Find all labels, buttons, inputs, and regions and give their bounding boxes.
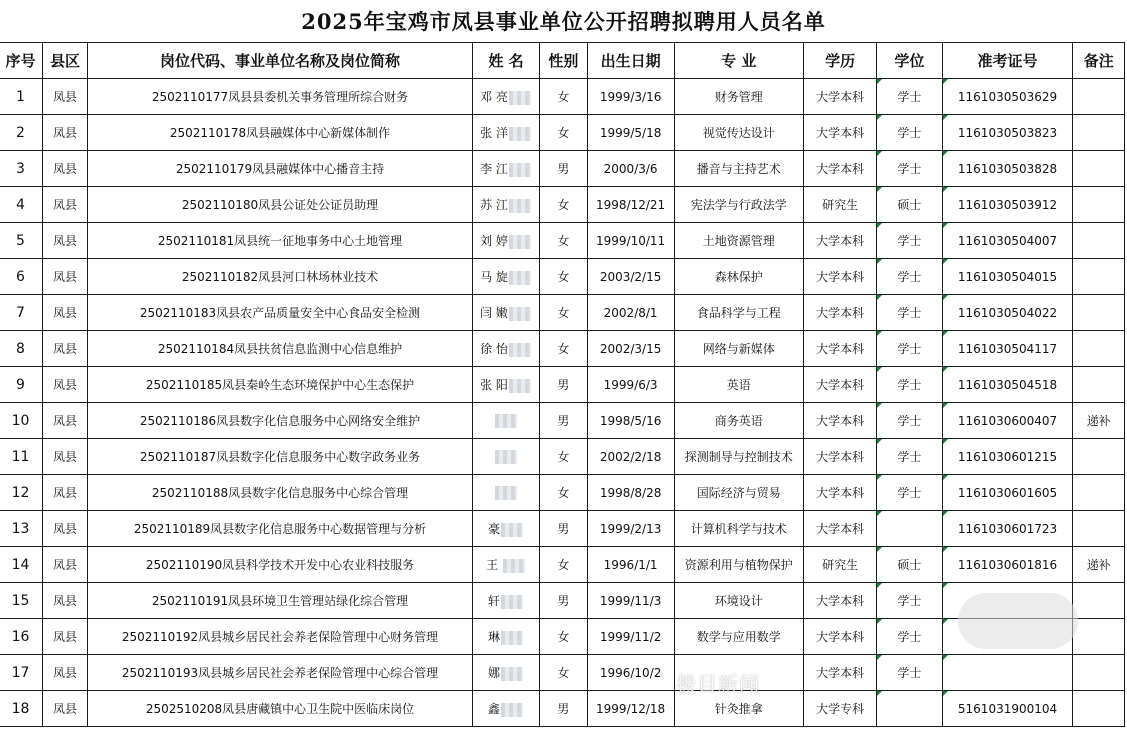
cell-no: 5 (0, 223, 43, 259)
name-text: 鑫 (487, 702, 500, 716)
cell-exam: 1161030601723 (942, 511, 1073, 547)
cell-note (1073, 691, 1125, 727)
cell-edu: 大学本科 (803, 151, 876, 187)
cell-edu: 大学本科 (803, 655, 876, 691)
cell-degree: 学士 (877, 151, 942, 187)
cell-note (1073, 259, 1125, 295)
cell-edu: 大学专科 (803, 691, 876, 727)
cell-note (1073, 655, 1125, 691)
cell-name (473, 691, 540, 727)
redaction-mask (503, 559, 525, 573)
cell-dob: 2002/8/1 (587, 295, 674, 331)
cell-post: 2502110183凤县农产品质量安全中心食品安全检测 (88, 295, 473, 331)
cell-exam: 1161030504015 (942, 259, 1073, 295)
cell-major: 英语 (674, 367, 803, 403)
cell-gender: 女 (539, 259, 587, 295)
cell-post: 2502110182凤县河口林场林业技术 (88, 259, 473, 295)
header-degree: 学位 (877, 43, 942, 79)
cell-exam: 1161030503823 (942, 115, 1073, 151)
cell-gender: 女 (539, 475, 587, 511)
name-text: 马 旋 (480, 270, 508, 284)
cell-exam (942, 619, 1073, 655)
cell-no: 3 (0, 151, 43, 187)
cell-no: 16 (0, 619, 43, 655)
cell-dob: 1999/6/3 (587, 367, 674, 403)
cell-degree: 学士 (877, 655, 942, 691)
cell-no: 9 (0, 367, 43, 403)
name-text: 豪 (487, 522, 500, 536)
cell-post: 2502110185凤县秦岭生态环境保护中心生态保护 (88, 367, 473, 403)
cell-county: 凤县 (43, 691, 88, 727)
cell-note: 递补 (1073, 547, 1125, 583)
cell-exam: 1161030503629 (942, 79, 1073, 115)
cell-dob: 1996/10/2 (587, 655, 674, 691)
cell-dob: 2000/3/6 (587, 151, 674, 187)
cell-exam: 1161030503828 (942, 151, 1073, 187)
cell-name (473, 223, 540, 259)
cell-dob: 1999/2/13 (587, 511, 674, 547)
cell-dob: 1999/3/16 (587, 79, 674, 115)
cell-county: 凤县 (43, 583, 88, 619)
cell-name (473, 583, 540, 619)
table-row (0, 295, 1125, 331)
cell-name (473, 331, 540, 367)
cell-name (473, 511, 540, 547)
cell-county: 凤县 (43, 115, 88, 151)
name-text: 轩 (487, 594, 500, 608)
cell-major: 土地资源管理 (674, 223, 803, 259)
cell-edu: 大学本科 (803, 511, 876, 547)
cell-gender: 男 (539, 511, 587, 547)
cell-name (473, 187, 540, 223)
cell-note (1073, 583, 1125, 619)
cell-county: 凤县 (43, 331, 88, 367)
cell-county: 凤县 (43, 403, 88, 439)
cell-major: 数学与应用数学 (674, 619, 803, 655)
cell-note (1073, 367, 1125, 403)
table-row (0, 151, 1125, 187)
redaction-mask (501, 595, 523, 609)
cell-edu: 大学本科 (803, 367, 876, 403)
header-name: 姓 名 (473, 43, 540, 79)
cell-post: 2502110178凤县融媒体中心新媒体制作 (88, 115, 473, 151)
cell-gender: 男 (539, 691, 587, 727)
cell-post: 2502110186凤县数字化信息服务中心网络安全维护 (88, 403, 473, 439)
redaction-mask (501, 703, 523, 717)
cell-degree: 硕士 (877, 547, 942, 583)
cell-exam: 1161030503912 (942, 187, 1073, 223)
redaction-mask (509, 199, 531, 213)
cell-gender: 男 (539, 403, 587, 439)
cell-gender: 女 (539, 655, 587, 691)
cell-note (1073, 187, 1125, 223)
cell-post: 2502110188凤县数字化信息服务中心综合管理 (88, 475, 473, 511)
name-text: 娜 (487, 666, 500, 680)
cell-county: 凤县 (43, 187, 88, 223)
cell-degree: 学士 (877, 223, 942, 259)
name-text: 闫 嫩 (480, 306, 508, 320)
redaction-mask (509, 163, 531, 177)
cell-exam: 1161030504117 (942, 331, 1073, 367)
cell-note (1073, 223, 1125, 259)
header-no: 序号 (0, 43, 43, 79)
redaction-mask (495, 414, 517, 428)
cell-exam (942, 583, 1073, 619)
name-text: 刘 婷 (480, 234, 508, 248)
cell-note (1073, 511, 1125, 547)
cell-post: 2502110187凤县数字化信息服务中心数字政务业务 (88, 439, 473, 475)
cell-no: 12 (0, 475, 43, 511)
cell-no: 10 (0, 403, 43, 439)
cell-degree: 学士 (877, 115, 942, 151)
cell-major: 财务管理 (674, 79, 803, 115)
cell-gender: 男 (539, 367, 587, 403)
name-text: 张 洋 (480, 126, 508, 140)
cell-note (1073, 439, 1125, 475)
cell-post: 2502110192凤县城乡居民社会养老保险管理中心财务管理 (88, 619, 473, 655)
cell-dob: 1999/5/18 (587, 115, 674, 151)
header-note: 备注 (1073, 43, 1125, 79)
cell-no: 14 (0, 547, 43, 583)
cell-degree: 学士 (877, 583, 942, 619)
cell-dob: 1998/5/16 (587, 403, 674, 439)
cell-gender: 女 (539, 79, 587, 115)
cell-edu: 大学本科 (803, 79, 876, 115)
cell-note (1073, 475, 1125, 511)
cell-note (1073, 115, 1125, 151)
redaction-mask (509, 235, 531, 249)
cell-major: 森林保护 (674, 259, 803, 295)
name-text: 张 阳 (480, 378, 508, 392)
cell-no: 17 (0, 655, 43, 691)
cell-edu: 大学本科 (803, 223, 876, 259)
cell-county: 凤县 (43, 367, 88, 403)
cell-gender: 女 (539, 439, 587, 475)
cell-degree: 学士 (877, 367, 942, 403)
cell-dob: 1999/10/11 (587, 223, 674, 259)
cell-post: 2502110193凤县城乡居民社会养老保险管理中心综合管理 (88, 655, 473, 691)
cell-county: 凤县 (43, 619, 88, 655)
cell-county: 凤县 (43, 79, 88, 115)
cell-county: 凤县 (43, 655, 88, 691)
cell-major: 视觉传达设计 (674, 115, 803, 151)
table-row (0, 691, 1125, 727)
cell-post: 2502110184凤县扶贫信息监测中心信息维护 (88, 331, 473, 367)
cell-note (1073, 151, 1125, 187)
cell-no: 18 (0, 691, 43, 727)
cell-county: 凤县 (43, 295, 88, 331)
cell-exam: 5161031900104 (942, 691, 1073, 727)
table-row (0, 511, 1125, 547)
cell-name (473, 259, 540, 295)
cell-major: 商务英语 (674, 403, 803, 439)
cell-major: 针灸推拿 (674, 691, 803, 727)
cell-degree: 硕士 (877, 187, 942, 223)
cell-no: 15 (0, 583, 43, 619)
cell-exam: 1161030504022 (942, 295, 1073, 331)
redaction-mask (509, 307, 531, 321)
cell-post: 2502110181凤县统一征地事务中心土地管理 (88, 223, 473, 259)
table-header-row (0, 43, 1125, 79)
cell-post: 2502110177凤县县委机关事务管理所综合财务 (88, 79, 473, 115)
cell-name (473, 115, 540, 151)
table-row (0, 331, 1125, 367)
table-row (0, 619, 1125, 655)
name-text: 苏 江 (480, 198, 508, 212)
cell-major (674, 655, 803, 691)
cell-exam: 1161030601605 (942, 475, 1073, 511)
personnel-table (0, 42, 1125, 727)
cell-name (473, 403, 540, 439)
cell-dob: 1999/12/18 (587, 691, 674, 727)
cell-gender: 女 (539, 331, 587, 367)
header-exam: 准考证号 (942, 43, 1073, 79)
cell-major: 网络与新媒体 (674, 331, 803, 367)
cell-name (473, 547, 540, 583)
cell-degree: 学士 (877, 619, 942, 655)
cell-major: 探测制导与控制技术 (674, 439, 803, 475)
cell-major: 国际经济与贸易 (674, 475, 803, 511)
cell-edu: 大学本科 (803, 295, 876, 331)
cell-name (473, 79, 540, 115)
cell-dob: 2002/2/18 (587, 439, 674, 475)
cell-post: 2502110191凤县环境卫生管理站绿化综合管理 (88, 583, 473, 619)
header-edu: 学历 (803, 43, 876, 79)
table-row (0, 187, 1125, 223)
cell-edu: 大学本科 (803, 439, 876, 475)
cell-exam (942, 655, 1073, 691)
cell-name (473, 439, 540, 475)
table-row (0, 79, 1125, 115)
cell-no: 4 (0, 187, 43, 223)
cell-post: 2502110189凤县数字化信息服务中心数据管理与分析 (88, 511, 473, 547)
cell-name (473, 295, 540, 331)
cell-major: 宪法学与行政法学 (674, 187, 803, 223)
page-title: 2025年宝鸡市凤县事业单位公开招聘拟聘用人员名单 (301, 9, 826, 34)
cell-edu: 大学本科 (803, 619, 876, 655)
redaction-mask (501, 667, 523, 681)
cell-county: 凤县 (43, 511, 88, 547)
redaction-mask (509, 379, 531, 393)
table-row (0, 583, 1125, 619)
cell-post: 2502110180凤县公证处公证员助理 (88, 187, 473, 223)
cell-no: 1 (0, 79, 43, 115)
cell-county: 凤县 (43, 259, 88, 295)
cell-major: 资源利用与植物保护 (674, 547, 803, 583)
cell-gender: 男 (539, 151, 587, 187)
cell-degree (877, 691, 942, 727)
cell-no: 8 (0, 331, 43, 367)
redaction-mask (495, 450, 517, 464)
redaction-mask (495, 486, 517, 500)
cell-major: 食品科学与工程 (674, 295, 803, 331)
cell-edu: 大学本科 (803, 331, 876, 367)
cell-dob: 1999/11/3 (587, 583, 674, 619)
cell-dob: 1996/1/1 (587, 547, 674, 583)
cell-county: 凤县 (43, 439, 88, 475)
cell-degree: 学士 (877, 403, 942, 439)
cell-degree: 学士 (877, 331, 942, 367)
cell-name (473, 367, 540, 403)
header-major: 专 业 (674, 43, 803, 79)
cell-dob: 2003/2/15 (587, 259, 674, 295)
table-row (0, 439, 1125, 475)
cell-name (473, 655, 540, 691)
cell-county: 凤县 (43, 223, 88, 259)
cell-degree: 学士 (877, 79, 942, 115)
cell-note (1073, 331, 1125, 367)
table-row (0, 547, 1125, 583)
cell-exam: 1161030601816 (942, 547, 1073, 583)
cell-county: 凤县 (43, 547, 88, 583)
cell-degree: 学士 (877, 295, 942, 331)
cell-major: 环境设计 (674, 583, 803, 619)
cell-degree: 学士 (877, 439, 942, 475)
table-row (0, 223, 1125, 259)
table-row (0, 115, 1125, 151)
cell-degree: 学士 (877, 259, 942, 295)
cell-edu: 大学本科 (803, 475, 876, 511)
table-row (0, 655, 1125, 691)
cell-degree: 学士 (877, 475, 942, 511)
cell-no: 11 (0, 439, 43, 475)
cell-gender: 女 (539, 187, 587, 223)
cell-dob: 1999/11/2 (587, 619, 674, 655)
cell-name (473, 475, 540, 511)
name-text: 琳 (487, 630, 500, 644)
cell-county: 凤县 (43, 475, 88, 511)
cell-note (1073, 79, 1125, 115)
cell-name (473, 151, 540, 187)
cell-gender: 女 (539, 619, 587, 655)
header-gender: 性别 (539, 43, 587, 79)
cell-dob: 2002/3/15 (587, 331, 674, 367)
cell-county: 凤县 (43, 151, 88, 187)
cell-dob: 1998/12/21 (587, 187, 674, 223)
table-row (0, 259, 1125, 295)
redaction-mask (501, 631, 523, 645)
header-county: 县区 (43, 43, 88, 79)
cell-degree (877, 511, 942, 547)
cell-exam: 1161030504518 (942, 367, 1073, 403)
redaction-mask (501, 523, 523, 537)
cell-note (1073, 295, 1125, 331)
cell-note: 递补 (1073, 403, 1125, 439)
cell-exam: 1161030504007 (942, 223, 1073, 259)
cell-edu: 研究生 (803, 187, 876, 223)
cell-edu: 研究生 (803, 547, 876, 583)
name-text: 邓 亮 (480, 90, 508, 104)
cell-no: 2 (0, 115, 43, 151)
cell-gender: 男 (539, 583, 587, 619)
cell-gender: 女 (539, 223, 587, 259)
redaction-mask (509, 343, 531, 357)
cell-exam: 1161030600407 (942, 403, 1073, 439)
cell-edu: 大学本科 (803, 115, 876, 151)
cell-no: 13 (0, 511, 43, 547)
cell-gender: 女 (539, 295, 587, 331)
cell-no: 6 (0, 259, 43, 295)
cell-major: 计算机科学与技术 (674, 511, 803, 547)
table-body (0, 79, 1125, 727)
name-text: 王 (486, 558, 502, 572)
name-text: 徐 怡 (480, 342, 508, 356)
cell-name (473, 619, 540, 655)
header-post: 岗位代码、事业单位名称及岗位简称 (88, 43, 473, 79)
cell-edu: 大学本科 (803, 259, 876, 295)
table-row (0, 475, 1125, 511)
cell-exam: 1161030601215 (942, 439, 1073, 475)
cell-gender: 女 (539, 115, 587, 151)
table-row (0, 367, 1125, 403)
redaction-mask (509, 127, 531, 141)
redaction-mask (509, 271, 531, 285)
redaction-mask (509, 91, 531, 105)
name-text: 李 江 (480, 162, 508, 176)
cell-post: 2502110190凤县科学技术开发中心农业科技服务 (88, 547, 473, 583)
cell-dob: 1998/8/28 (587, 475, 674, 511)
cell-edu: 大学本科 (803, 583, 876, 619)
header-dob: 出生日期 (587, 43, 674, 79)
cell-post: 2502510208凤县唐藏镇中心卫生院中医临床岗位 (88, 691, 473, 727)
cell-edu: 大学本科 (803, 403, 876, 439)
cell-gender: 女 (539, 547, 587, 583)
watermark-text: 极目新闻 (676, 672, 760, 696)
cell-major: 播音与主持艺术 (674, 151, 803, 187)
cell-no: 7 (0, 295, 43, 331)
cell-note (1073, 619, 1125, 655)
table-row (0, 403, 1125, 439)
cell-post: 2502110179凤县融媒体中心播音主持 (88, 151, 473, 187)
